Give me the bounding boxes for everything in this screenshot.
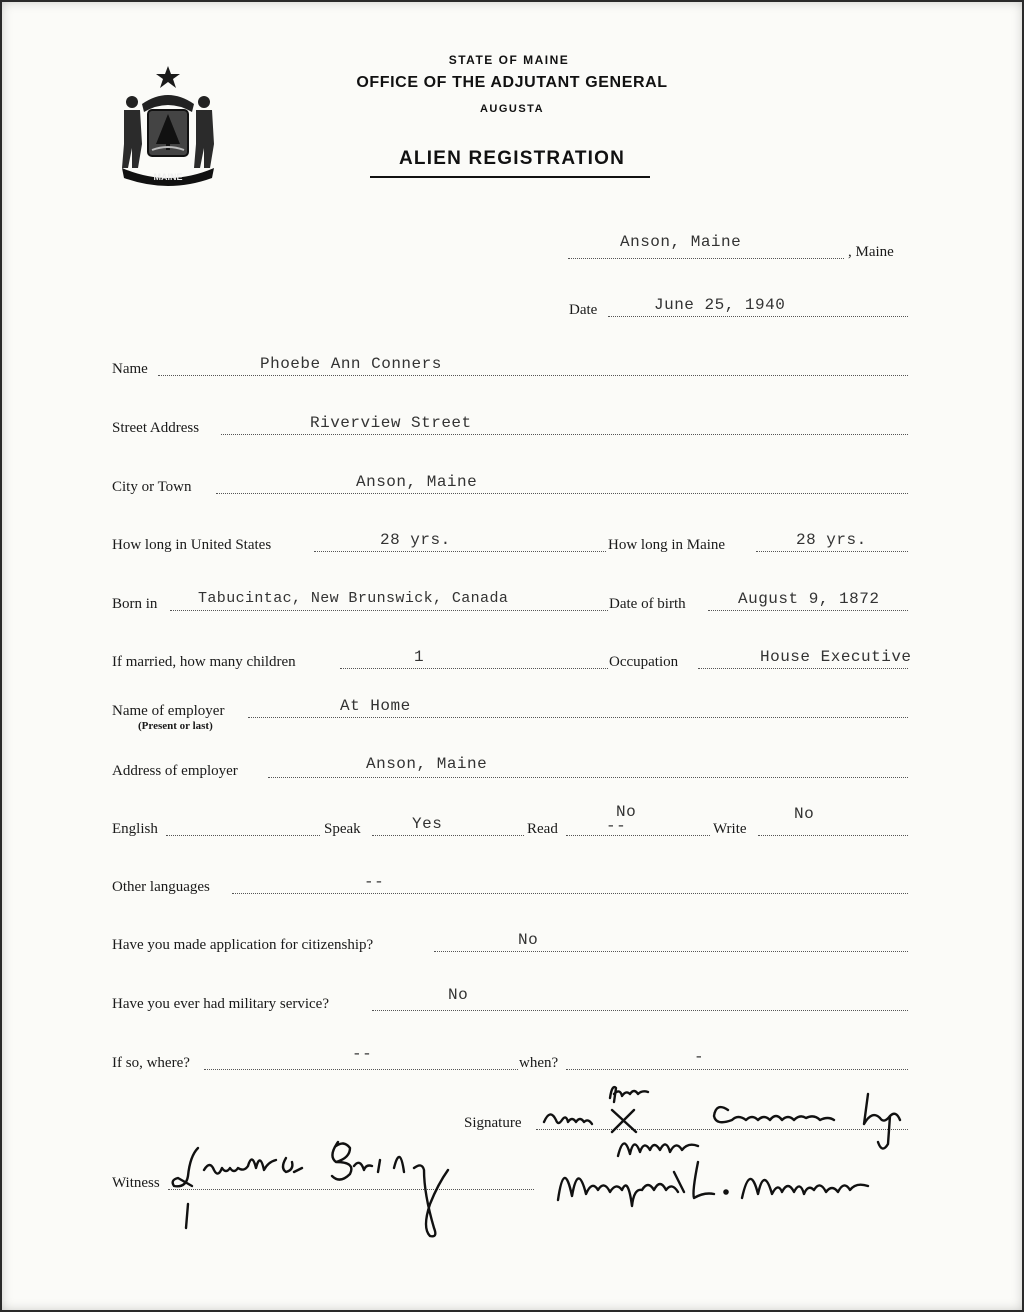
city-heading: AUGUSTA	[479, 103, 545, 115]
dob-label: Date of birth	[609, 596, 686, 612]
city-label: City or Town	[112, 479, 192, 495]
location-value: Anson, Maine	[620, 233, 742, 251]
children-label: If married, how many children	[112, 654, 296, 670]
name-label: Name	[112, 361, 148, 377]
other-languages-line	[232, 893, 908, 894]
employer-sublabel: (Present or last)	[138, 720, 213, 732]
when-label: when?	[519, 1055, 559, 1071]
when-line	[566, 1069, 908, 1070]
state-heading: STATE OF MAINE	[448, 53, 570, 67]
dob-value: August 9, 1872	[738, 590, 880, 608]
other-languages-value: --	[364, 873, 385, 891]
date-value: June 25, 1940	[654, 296, 786, 314]
employer-value: At Home	[340, 697, 411, 715]
seal-label: MAINE	[153, 172, 183, 182]
dob-line	[708, 610, 908, 611]
employer-label: Name of employer	[112, 703, 225, 719]
citizenship-label: Have you made application for citizenship?	[112, 937, 374, 953]
title-underline	[370, 176, 650, 178]
us-duration-line	[314, 551, 606, 552]
employer-address-label: Address of employer	[112, 763, 238, 779]
military-value: No	[448, 986, 469, 1004]
name-value: Phoebe Ann Conners	[260, 355, 442, 373]
office-heading: OFFICE OF THE ADJUTANT GENERAL	[356, 74, 668, 91]
us-duration-label: How long in United States	[112, 537, 272, 553]
location-line	[568, 258, 844, 259]
witness-signature-image	[168, 1128, 488, 1248]
applicant-signature-image	[538, 1080, 928, 1210]
speak-label: Speak	[324, 821, 361, 837]
street-line	[221, 434, 908, 435]
military-line	[372, 1010, 908, 1011]
date-label: Date	[569, 302, 598, 318]
speak-line	[372, 835, 524, 836]
us-duration-value: 28 yrs.	[380, 531, 451, 549]
read-line	[566, 835, 710, 836]
occupation-value: House Executive	[760, 648, 912, 666]
other-languages-label: Other languages	[112, 879, 210, 895]
when-value: -	[694, 1048, 705, 1066]
date-line	[608, 316, 908, 317]
city-line	[216, 493, 908, 494]
employer-address-value: Anson, Maine	[366, 755, 488, 773]
employer-line	[248, 717, 908, 718]
location-suffix: , Maine	[848, 244, 894, 260]
employer-address-line	[268, 777, 908, 778]
maine-duration-line	[756, 551, 908, 552]
military-label: Have you ever had military service?	[112, 996, 329, 1012]
witness-label: Witness	[112, 1175, 160, 1191]
citizenship-line	[434, 951, 908, 952]
where-label: If so, where?	[112, 1055, 190, 1071]
read-label: Read	[527, 821, 558, 837]
form-title: ALIEN REGISTRATION	[398, 148, 626, 169]
english-line	[166, 835, 320, 836]
maine-duration-label: How long in Maine	[608, 537, 726, 553]
maine-duration-value: 28 yrs.	[796, 531, 867, 549]
where-value: --	[352, 1045, 373, 1063]
read-value: No	[616, 803, 637, 821]
write-label: Write	[713, 821, 747, 837]
signature-label: Signature	[464, 1115, 522, 1131]
speak-value: Yes	[412, 815, 443, 833]
citizenship-value: No	[518, 931, 539, 949]
birthplace-value: Tabucintac, New Brunswick, Canada	[198, 590, 509, 607]
children-line	[340, 668, 608, 669]
read-mark: --	[606, 817, 627, 835]
write-value: No	[794, 805, 815, 823]
occupation-label: Occupation	[609, 654, 679, 670]
birthplace-label: Born in	[112, 596, 158, 612]
street-label: Street Address	[112, 420, 200, 436]
city-value: Anson, Maine	[356, 473, 478, 491]
name-line	[158, 375, 908, 376]
write-line	[758, 835, 908, 836]
street-value: Riverview Street	[310, 414, 472, 432]
children-value: 1	[414, 648, 425, 666]
english-label: English	[112, 821, 158, 837]
where-line	[204, 1069, 518, 1070]
occupation-line	[698, 668, 908, 669]
birthplace-line	[170, 610, 608, 611]
